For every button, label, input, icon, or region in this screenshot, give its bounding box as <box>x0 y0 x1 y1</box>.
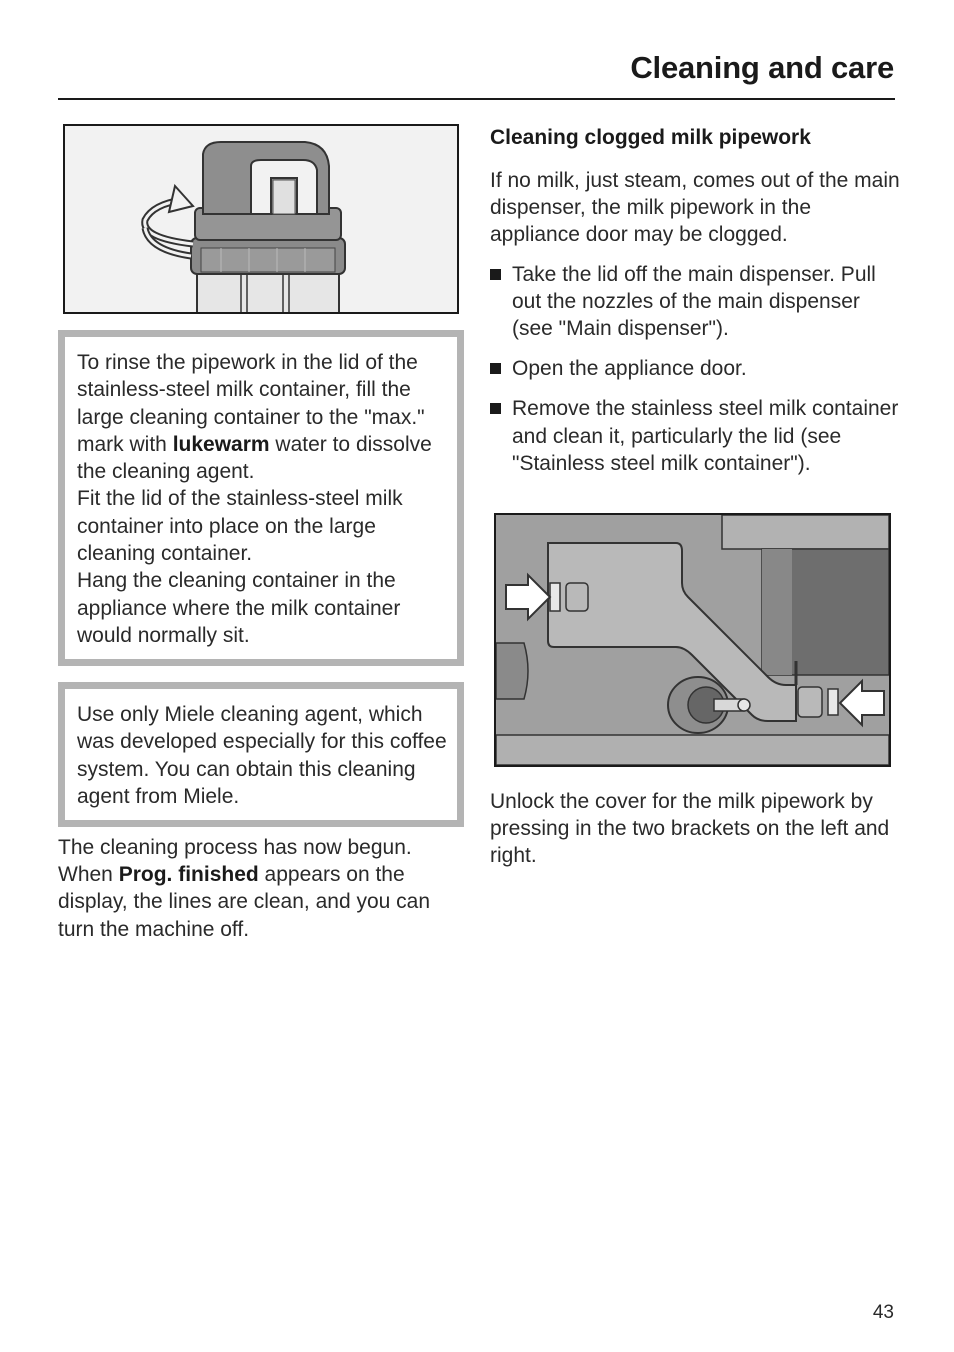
bullet-text: Open the appliance door. <box>512 357 747 381</box>
rinse-instructions-notice <box>58 330 464 666</box>
rinse-text-line3: Hang the cleaning container in the appliance where the milk container would normally sit. <box>77 569 401 647</box>
lukewarm-emphasis: lukewarm <box>172 432 270 456</box>
bullet-item <box>490 355 900 382</box>
square-bullet-icon <box>490 403 501 414</box>
square-bullet-icon <box>490 363 501 374</box>
unlock-cover-paragraph: Unlock the cover for the milk pipework by pressing in the two brackets on the left and right. <box>490 790 890 868</box>
rinse-text-line2: Fit the lid of the stainless-steel milk container into place on the large cleaning container. <box>77 487 403 566</box>
page-title: Cleaning and care <box>630 50 894 85</box>
section-heading: Cleaning clogged milk pipework <box>490 126 811 149</box>
rinse-text-line1-end: water to dissolve the cleaning agent. <box>77 432 432 484</box>
prog-finished-emphasis: Prog. finished <box>118 863 259 887</box>
bullet-item <box>490 261 900 343</box>
page-number: 43 <box>872 1302 894 1323</box>
bullet-text: Take the lid off the main dispenser. Pull out the nozzles of the main dispenser (see "Main dispenser"). <box>512 262 876 341</box>
pipework-illustration <box>494 513 891 767</box>
square-bullet-icon <box>490 269 501 280</box>
closing-part1: The cleaning process has now begun. When <box>58 836 412 887</box>
rinse-text-line1: To rinse the pipework in the lid of the stainless-steel milk container, fill the large cleaning container to the "max." mark with <box>77 351 425 456</box>
cleaning-agent-notice <box>58 682 464 827</box>
header-rule <box>58 98 895 100</box>
lid-illustration <box>63 124 459 314</box>
clogged-pipework-section <box>490 124 900 490</box>
bullet-item <box>490 395 900 477</box>
section-intro: If no milk, just steam, comes out of the main dispenser, the milk pipework in the appliance door may be clogged. <box>490 169 900 247</box>
rinse-instructions-text <box>65 337 457 659</box>
closing-part2: appears on the display, the lines are clean, and you can turn the machine off. <box>58 863 431 941</box>
cleaning-agent-text: Use only Miele cleaning agent, which was developed especially for this coffee system. You can obtain this cleaning agent from Miele. <box>65 689 457 820</box>
bullet-text: Remove the stainless steel milk container and clean it, particularly the lid (see "Stainless steel milk container"). <box>512 397 899 475</box>
cleaning-process-paragraph <box>58 834 458 943</box>
